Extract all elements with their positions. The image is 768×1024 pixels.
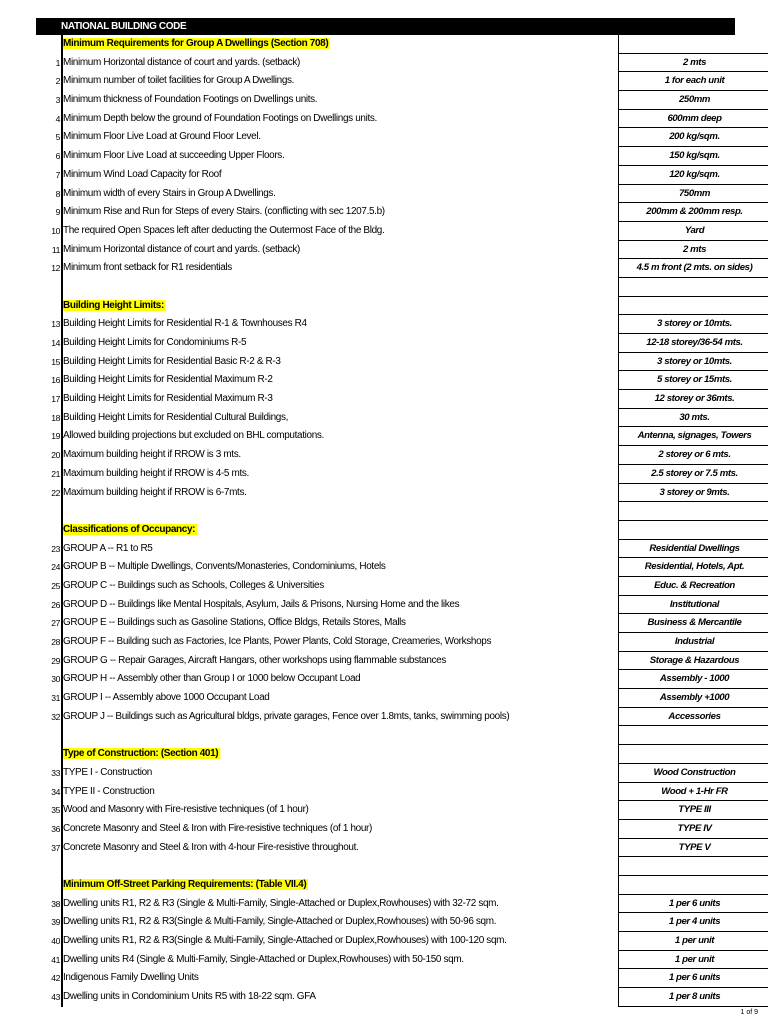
highlighted-heading-text: Minimum Off-Street Parking Requirements: (Table VII.4)	[62, 878, 307, 890]
highlighted-heading-text: Classifications of Occupancy:	[62, 523, 196, 535]
requirement-value: 3 storey or 9mts.	[618, 484, 768, 503]
requirement-value: 1 per 6 units	[618, 969, 768, 988]
requirement-description: Concrete Masonry and Steel & Iron with Fire-resistive techniques (of 1 hour)	[61, 820, 618, 839]
requirement-description: Dwelling units R1, R2 & R3 (Single & Multi-Family, Single-Attached or Duplex,Rowhouses) with 32-72 sqm.	[61, 895, 618, 914]
blank-row	[36, 502, 735, 521]
requirement-description: Dwelling units in Condominium Units R5 with 18-22 sqm. GFA	[61, 988, 618, 1007]
row-number: 4	[55, 113, 60, 124]
row-number: 7	[55, 169, 60, 180]
row-number: 20	[51, 450, 60, 461]
table-row	[36, 110, 735, 129]
requirement-value: 12-18 storey/36-54 mts.	[618, 334, 768, 353]
table-row	[36, 203, 743, 222]
requirement-value: 1 per 6 units	[618, 895, 768, 914]
table-row	[36, 128, 735, 147]
requirement-description: Indigenous Family Dwelling Units	[61, 969, 618, 988]
highlighted-heading-text: Building Height Limits:	[62, 299, 164, 311]
table-row	[36, 54, 735, 73]
table-row	[36, 708, 735, 727]
row-number: 8	[55, 188, 60, 199]
row-number: 12	[51, 263, 60, 274]
requirement-description: Maximum building height if RROW is 3 mts.	[61, 446, 618, 465]
requirement-value: 1 per 8 units	[618, 988, 768, 1007]
table-row	[36, 689, 735, 708]
table-row	[36, 801, 735, 820]
spreadsheet-table	[36, 18, 753, 1007]
table-row	[36, 91, 735, 110]
row-number	[36, 876, 61, 895]
requirement-description: GROUP E -- Buildings such as Gasoline Stations, Office Bldgs, Retails Stores, Malls	[61, 614, 618, 633]
section-heading-row	[36, 745, 735, 764]
table-row	[36, 652, 740, 671]
requirement-value: Educ. & Recreation	[618, 577, 768, 596]
table-row	[36, 932, 735, 951]
requirement-value: Institutional	[618, 596, 768, 615]
requirement-description: GROUP F -- Building such as Factories, Ice Plants, Power Plants, Cold Storage, Creameries, Workshops	[61, 633, 618, 652]
requirement-value	[618, 745, 768, 764]
section-heading-row	[36, 876, 735, 895]
table-row	[36, 446, 735, 465]
requirement-description: Minimum Depth below the ground of Foundation Footings on Dwellings units.	[61, 110, 618, 129]
requirement-value	[618, 876, 768, 895]
requirement-description: GROUP I -- Assembly above 1000 Occupant Load	[61, 689, 618, 708]
row-number: 21	[51, 468, 60, 479]
table-row	[36, 353, 735, 372]
row-number	[36, 726, 61, 745]
requirement-value	[618, 278, 768, 297]
row-number: 5	[55, 132, 60, 143]
table-row	[36, 427, 752, 446]
requirement-description: GROUP G -- Repair Garages, Aircraft Hangars, other workshops using flammable substances	[61, 652, 618, 671]
table-row	[36, 596, 735, 615]
table-row	[36, 259, 753, 278]
table-row	[36, 913, 735, 932]
requirement-description: Minimum front setback for R1 residentials	[61, 259, 618, 278]
requirement-value: Storage & Hazardous	[618, 652, 768, 671]
row-number: 36	[51, 823, 60, 834]
row-number: 31	[51, 693, 60, 704]
page-number: 1 of 9	[740, 1009, 758, 1016]
requirement-value: 2 storey or 6 mts.	[618, 446, 768, 465]
requirement-value: 250mm	[618, 91, 768, 110]
row-number: 43	[51, 992, 60, 1003]
table-row	[36, 315, 735, 334]
row-number: 1	[55, 57, 60, 68]
requirement-description: Maximum building height if RROW is 6-7mts.	[61, 484, 618, 503]
table-row	[36, 166, 735, 185]
requirement-value: 1 per unit	[618, 951, 768, 970]
row-number	[36, 857, 61, 876]
requirement-value	[618, 35, 768, 54]
row-number: 24	[51, 562, 60, 573]
section-heading	[61, 745, 618, 764]
table-row	[36, 633, 735, 652]
row-number: 16	[51, 375, 60, 386]
requirement-value: 150 kg/sqm.	[618, 147, 768, 166]
row-number: 30	[51, 674, 60, 685]
row-number: 33	[51, 767, 60, 778]
row-number: 25	[51, 580, 60, 591]
requirement-description: Minimum thickness of Foundation Footings on Dwellings units.	[61, 91, 618, 110]
section-heading	[61, 521, 618, 540]
table-row	[36, 409, 735, 428]
requirement-value: TYPE III	[618, 801, 768, 820]
row-number: 42	[51, 973, 60, 984]
row-number: 15	[51, 356, 60, 367]
row-number: 41	[51, 954, 60, 965]
requirement-value: Residential Dwellings	[618, 540, 768, 559]
blank-row	[36, 857, 735, 876]
requirement-description: GROUP C -- Buildings such as Schools, Colleges & Universities	[61, 577, 618, 596]
requirement-value	[618, 521, 768, 540]
requirement-value: 2 mts	[618, 241, 768, 260]
table-row	[36, 839, 735, 858]
row-number	[36, 502, 61, 521]
table-row	[36, 577, 735, 596]
requirement-description: TYPE II - Construction	[61, 783, 618, 802]
requirement-description: Dwelling units R4 (Single & Multi-Family, Single-Attached or Duplex,Rowhouses) with 50-150 sqm.	[61, 951, 618, 970]
requirement-value: 12 storey or 36mts.	[618, 390, 768, 409]
requirement-value: Wood Construction	[618, 764, 768, 783]
requirement-description: Maximum building height if RROW is 4-5 mts.	[61, 465, 618, 484]
requirement-value: Accessories	[618, 708, 768, 727]
requirement-description: GROUP H -- Assembly other than Group I or 1000 below Occupant Load	[61, 670, 618, 689]
row-number	[36, 35, 61, 54]
table-row	[36, 969, 735, 988]
row-number: 32	[51, 711, 60, 722]
requirement-description: GROUP B -- Multiple Dwellings, Convents/Monasteries, Condominiums, Hotels	[61, 558, 618, 577]
requirement-description: GROUP D -- Buildings like Mental Hospitals, Asylum, Jails & Prisons, Nursing Home and the likes	[61, 596, 618, 615]
row-number	[36, 521, 61, 540]
row-number: 28	[51, 637, 60, 647]
requirement-value	[618, 726, 768, 745]
row-number: 2	[55, 76, 60, 87]
requirement-description	[61, 857, 618, 876]
table-row	[36, 614, 742, 633]
requirement-value: Yard	[618, 222, 768, 241]
requirement-value: 200 kg/sqm.	[618, 128, 768, 147]
requirement-description: The required Open Spaces left after deducting the Outermost Face of the Bldg.	[61, 222, 618, 241]
table-row	[36, 558, 745, 577]
blank-row	[36, 278, 735, 297]
requirement-value: 30 mts.	[618, 409, 768, 428]
row-number	[36, 278, 61, 297]
requirement-description: Minimum Horizontal distance of court and yards. (setback)	[61, 54, 618, 73]
requirement-description	[61, 278, 618, 297]
requirement-description: Wood and Masonry with Fire-resistive techniques (of 1 hour)	[61, 801, 618, 820]
requirement-description: Minimum number of toilet facilities for Group A Dwellings.	[61, 72, 618, 91]
requirement-value: 120 kg/sqm.	[618, 166, 768, 185]
row-number: 22	[51, 487, 60, 498]
table-row	[36, 764, 735, 783]
document-title: NATIONAL BUILDING CODE	[61, 21, 187, 32]
row-number: 40	[51, 936, 60, 946]
table-row	[36, 820, 735, 839]
requirement-description	[61, 726, 618, 745]
table-row	[36, 72, 735, 91]
table-row	[36, 951, 735, 970]
row-number: 6	[55, 151, 60, 162]
requirement-value: TYPE V	[618, 839, 768, 858]
table-row	[36, 540, 740, 559]
requirement-value: 200mm & 200mm resp.	[618, 203, 768, 222]
table-row	[36, 670, 735, 689]
requirement-value	[618, 857, 768, 876]
requirement-value: Assembly - 1000	[618, 670, 768, 689]
requirement-value: Business & Mercantile	[618, 614, 768, 633]
highlighted-heading-text: Minimum Requirements for Group A Dwellings (Section 708)	[62, 38, 329, 49]
requirement-description: TYPE I - Construction	[61, 764, 618, 783]
row-number: 26	[51, 599, 60, 610]
requirement-value: 3 storey or 10mts.	[618, 315, 768, 334]
table-row	[36, 241, 735, 260]
row-number: 14	[51, 338, 60, 348]
row-number: 9	[55, 207, 60, 218]
requirement-value	[618, 297, 768, 316]
requirement-description: Minimum Floor Live Load at Ground Floor Level.	[61, 128, 618, 147]
row-number: 17	[51, 394, 60, 405]
row-number: 27	[51, 618, 60, 629]
table-row	[36, 371, 735, 390]
requirement-value: 4.5 m front (2 mts. on sides)	[618, 259, 768, 278]
requirement-description: Building Height Limits for Residential Maximum R-2	[61, 371, 618, 390]
requirement-value: Industrial	[618, 633, 768, 652]
table-row	[36, 222, 735, 241]
row-number: 18	[51, 412, 60, 423]
title-row	[36, 18, 735, 35]
section-heading-row	[36, 35, 735, 54]
requirement-value: 1 per 4 units	[618, 913, 768, 932]
requirement-value: TYPE IV	[618, 820, 768, 839]
row-number: 10	[51, 225, 60, 236]
requirement-description: Minimum Floor Live Load at succeeding Upper Floors.	[61, 147, 618, 166]
row-number: 11	[51, 244, 60, 255]
requirement-description: Building Height Limits for Condominiums R-5	[61, 334, 618, 353]
section-heading-row	[36, 297, 735, 316]
highlighted-heading-text: Type of Construction: (Section 401)	[62, 748, 219, 760]
requirement-description: Dwelling units R1, R2 & R3(Single & Multi-Family, Single-Attached or Duplex,Rowhouses) with 100-120 sqm.	[61, 932, 618, 951]
requirement-description: Allowed building projections but excluded on BHL computations.	[61, 427, 618, 446]
requirement-value: 1 for each unit	[618, 72, 768, 91]
requirement-value: 750mm	[618, 185, 768, 204]
row-number: 37	[51, 842, 60, 853]
blank-row	[36, 726, 735, 745]
requirement-description: Building Height Limits for Residential Cultural Buildings,	[61, 409, 618, 428]
requirement-description: Minimum Horizontal distance of court and yards. (setback)	[61, 241, 618, 260]
row-number: 3	[55, 95, 60, 106]
table-row	[36, 783, 735, 802]
row-number: 19	[51, 431, 60, 442]
table-row	[36, 895, 735, 914]
table-row	[36, 147, 735, 166]
row-number	[36, 745, 61, 764]
requirement-value: 2 mts	[618, 54, 768, 73]
section-heading-row	[36, 521, 735, 540]
row-number: 29	[51, 655, 60, 666]
requirement-value: 5 storey or 15mts.	[618, 371, 768, 390]
requirement-value: Assembly +1000	[618, 689, 768, 708]
requirement-value: Residential, Hotels, Apt.	[618, 558, 768, 577]
requirement-value: Wood + 1-Hr FR	[618, 783, 768, 802]
section-heading	[61, 297, 618, 316]
requirement-value	[618, 502, 768, 521]
table-row	[36, 390, 735, 409]
requirement-value: Antenna, signages, Towers	[618, 427, 768, 446]
table-row	[36, 465, 738, 484]
table-row	[36, 334, 743, 353]
requirement-description: Building Height Limits for Residential Maximum R-3	[61, 390, 618, 409]
requirement-value: 600mm deep	[618, 110, 768, 129]
row-number	[36, 297, 61, 316]
table-row	[36, 185, 735, 204]
section-heading	[61, 35, 618, 54]
table-row	[36, 988, 735, 1007]
requirement-value: 3 storey or 10mts.	[618, 353, 768, 372]
requirement-value: 1 per unit	[618, 932, 768, 951]
requirement-description: Minimum Wind Load Capacity for Roof	[61, 166, 618, 185]
requirement-description: Minimum Rise and Run for Steps of every Stairs. (conflicting with sec 1207.5.b)	[61, 203, 618, 222]
row-number: 23	[51, 543, 60, 554]
row-number: 13	[51, 319, 60, 330]
requirement-description: GROUP J -- Buildings such as Agricultural bldgs, private garages, Fence over 1.8mts, tanks, swimming pools)	[61, 708, 618, 727]
table-body	[36, 35, 753, 1007]
requirement-description: Building Height Limits for Residential R-1 & Townhouses R4	[61, 315, 618, 334]
requirement-value: 2.5 storey or 7.5 mts.	[618, 465, 768, 484]
row-number: 39	[51, 917, 60, 928]
row-number: 35	[51, 805, 60, 816]
row-number: 38	[51, 898, 60, 909]
requirement-description: Minimum width of every Stairs in Group A Dwellings.	[61, 185, 618, 204]
requirement-description: Dwelling units R1, R2 & R3(Single & Multi-Family, Single-Attached or Duplex,Rowhouses) with 50-96 sqm.	[61, 913, 618, 932]
requirement-description: Building Height Limits for Residential Basic R-2 & R-3	[61, 353, 618, 372]
requirement-description: Concrete Masonry and Steel & Iron with 4-hour Fire-resistive throughout.	[61, 839, 618, 858]
section-heading	[61, 876, 618, 895]
table-row	[36, 484, 735, 503]
requirement-description: GROUP A -- R1 to R5	[61, 540, 618, 559]
row-number: 34	[51, 786, 60, 797]
requirement-description	[61, 502, 618, 521]
